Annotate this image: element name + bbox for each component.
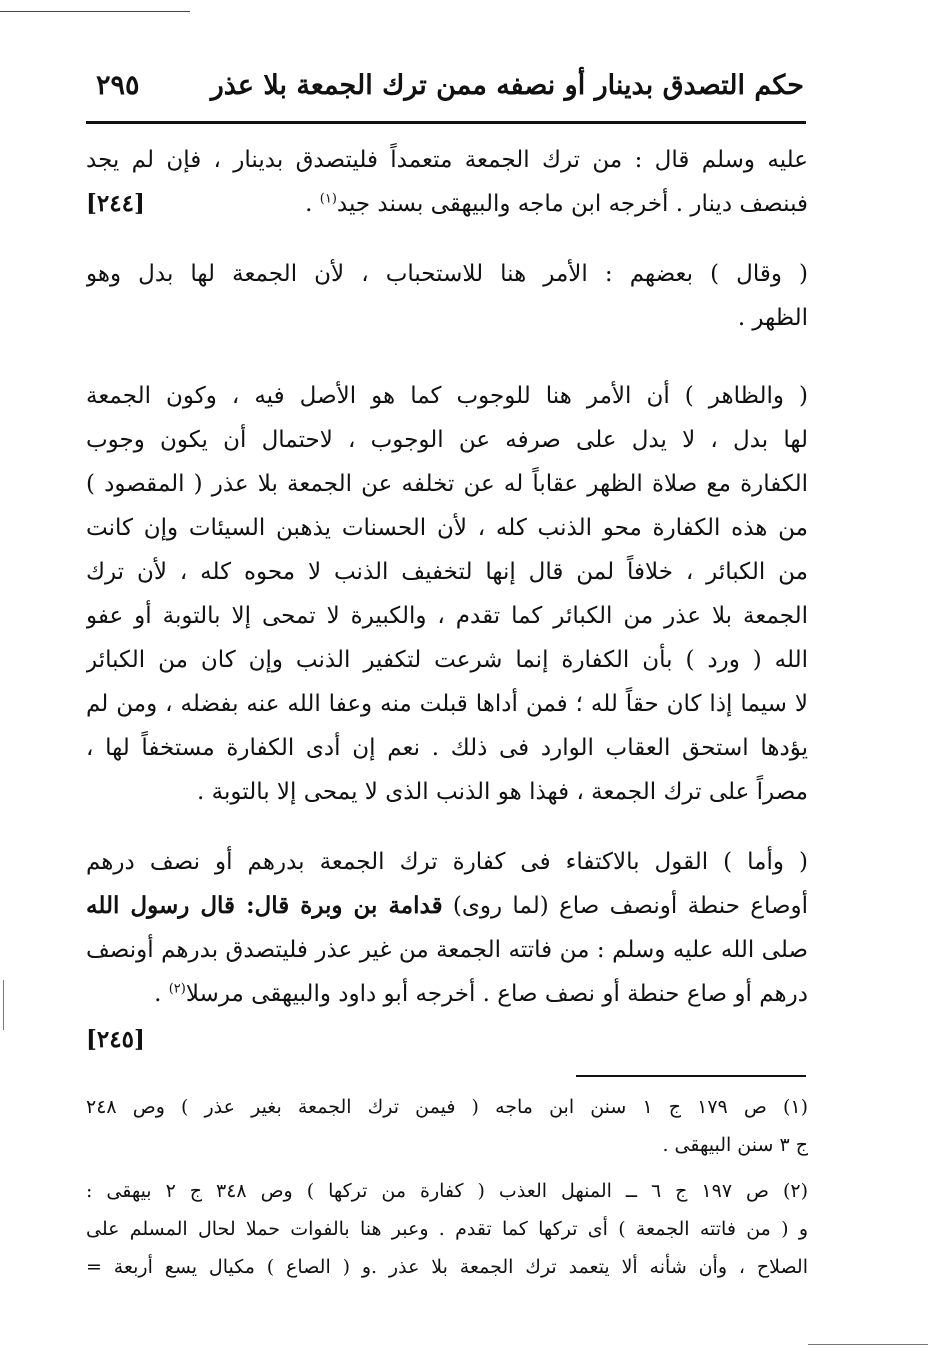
scan-bottom-edge bbox=[808, 1344, 928, 1345]
header-title: حكم التصدق بدينار أو نصفه ممن ترك الجمعة بلا عذر bbox=[210, 70, 804, 101]
scan-edge-line bbox=[0, 11, 190, 12]
paragraph-2-line-2: الظهر . bbox=[737, 305, 808, 331]
paragraph-2-line-1: ( وقال ) بعضهم : الأمر هنا للاستحباب ، لأن الجمعة لها بدل وهو bbox=[86, 261, 808, 287]
paragraph-3-line-10: مصراً على ترك الجمعة ، فهذا هو الذنب الذى لا يمحى إلا بالتوبة . bbox=[197, 779, 808, 805]
paragraph-4-line-2 bbox=[86, 884, 808, 928]
paragraph-4-line-4-text: درهم أو صاع حنطة أو نصف صاع . أخرجه أبو داود والبيهقى مرسلا bbox=[185, 981, 808, 1007]
footnote-1-line-1: (١) ص ١٧٩ ج ١ سنن ابن ماجه ( فيمن ترك الجمعة بغير عذر ) وص ٢٤٨ bbox=[86, 1096, 808, 1118]
paragraph-3-line-9: يؤدها استحق العقاب الوارد فى ذلك . نعم إن أدى الكفارة مستخفاً لها ، bbox=[86, 735, 808, 761]
paragraph-4-line-2-b: قدامة بن وبرة قال: قال رسول الله bbox=[86, 892, 443, 919]
paragraph-3-line-2: لها بدل ، لا يدل على صرفه عن الوجوب ، لاحتمال أن يكون وجوب bbox=[86, 427, 808, 453]
footnote-2-line-3: الصلاح ، وأن شأنه ألا يتعمد ترك الجمعة بلا عذر .و ( الصاع ) مكيال يسع أربعة = bbox=[86, 1256, 808, 1278]
scan-margin-mark bbox=[3, 980, 4, 1030]
footnote-marker-1: (١) bbox=[319, 191, 337, 207]
paragraph-4-line-1: ( وأما ) القول بالاكتفاء فى كفارة ترك الجمعة بدرهم أو نصف درهم bbox=[86, 849, 808, 875]
footnote-2-line-1: (٢) ص ١٩٧ ج ٦ ــ المنهل العذب ( كفارة من تركها ) وص ٣٤٨ ج ٢ بيهقى : bbox=[86, 1180, 808, 1202]
paragraph-3-line-4: من هذه الكفارة محو الذنب كله ، لأن الحسنات يذهبن السيئات وإن كانت bbox=[86, 515, 808, 541]
footnotes bbox=[86, 1088, 808, 1286]
paragraph-1-line-2 bbox=[86, 182, 808, 226]
paragraph-4-line-2-a: أوصاع حنطة أونصف صاع (لما روى) bbox=[442, 893, 808, 919]
footnote-2-line-2: و ( من فاتته الجمعة ) أى تركها كما تقدم . وعبر هنا بالفوات حملا لحال المسلم على bbox=[86, 1218, 808, 1240]
hadith-reference-245: [٢٤٥] bbox=[86, 1026, 145, 1053]
paragraph-1-line-1: عليه وسلم قال : من ترك الجمعة متعمداً فليتصدق بدينار ، فإن لم يجد bbox=[86, 147, 808, 173]
paragraph-1-line-2-text: فبنصف دينار . أخرجه ابن ماجه والبيهقى بسند جيد bbox=[336, 191, 808, 217]
main-text bbox=[86, 138, 808, 1016]
footnote-marker-2: (٢) bbox=[168, 981, 186, 997]
footnote-divider bbox=[576, 1075, 806, 1077]
paragraph-4-line-4 bbox=[86, 972, 808, 1016]
footnote-1-line-2: ج ٣ سنن البيهقى . bbox=[662, 1134, 808, 1156]
running-header bbox=[86, 64, 804, 112]
page-number: ٢٩٥ bbox=[96, 70, 140, 101]
paragraph-4-line-3: صلى الله عليه وسلم : من فاتته الجمعة من غير عذر فليتصدق بدرهم أونصف bbox=[86, 937, 808, 963]
hadith-reference-244: [٢٤٤] bbox=[86, 190, 145, 217]
paragraph-3-line-1: ( والظاهر ) أن الأمر هنا للوجوب كما هو الأصل فيه ، وكون الجمعة bbox=[86, 383, 808, 409]
paragraph-1-line-2-end: . bbox=[305, 191, 320, 217]
paragraph-3-line-5: من الكبائر ، خلافاً لمن قال إنها لتخفيف الذنب لا محوه كله ، لأن ترك bbox=[86, 559, 808, 585]
paragraph-4-line-4-end: . bbox=[154, 981, 169, 1007]
paragraph-3-line-6: الجمعة بلا عذر من الكبائر كما تقدم ، والكبيرة لا تمحى إلا بالتوبة أو عفو bbox=[86, 603, 808, 629]
paragraph-3-line-7: الله ( ورد ) بأن الكفارة إنما شرعت لتكفير الذنب وإن كان من الكبائر bbox=[86, 647, 808, 673]
header-divider bbox=[86, 121, 806, 124]
paragraph-3-line-8: لا سيما إذا كان حقاً لله ؛ فمن أداها قبلت منه وعفا الله عنه بفضله ، ومن لم bbox=[86, 691, 808, 717]
paragraph-3-line-3: الكفارة مع صلاة الظهر عقاباً له عن تخلفه عن الجمعة بلا عذر ( المقصود ) bbox=[86, 471, 808, 497]
